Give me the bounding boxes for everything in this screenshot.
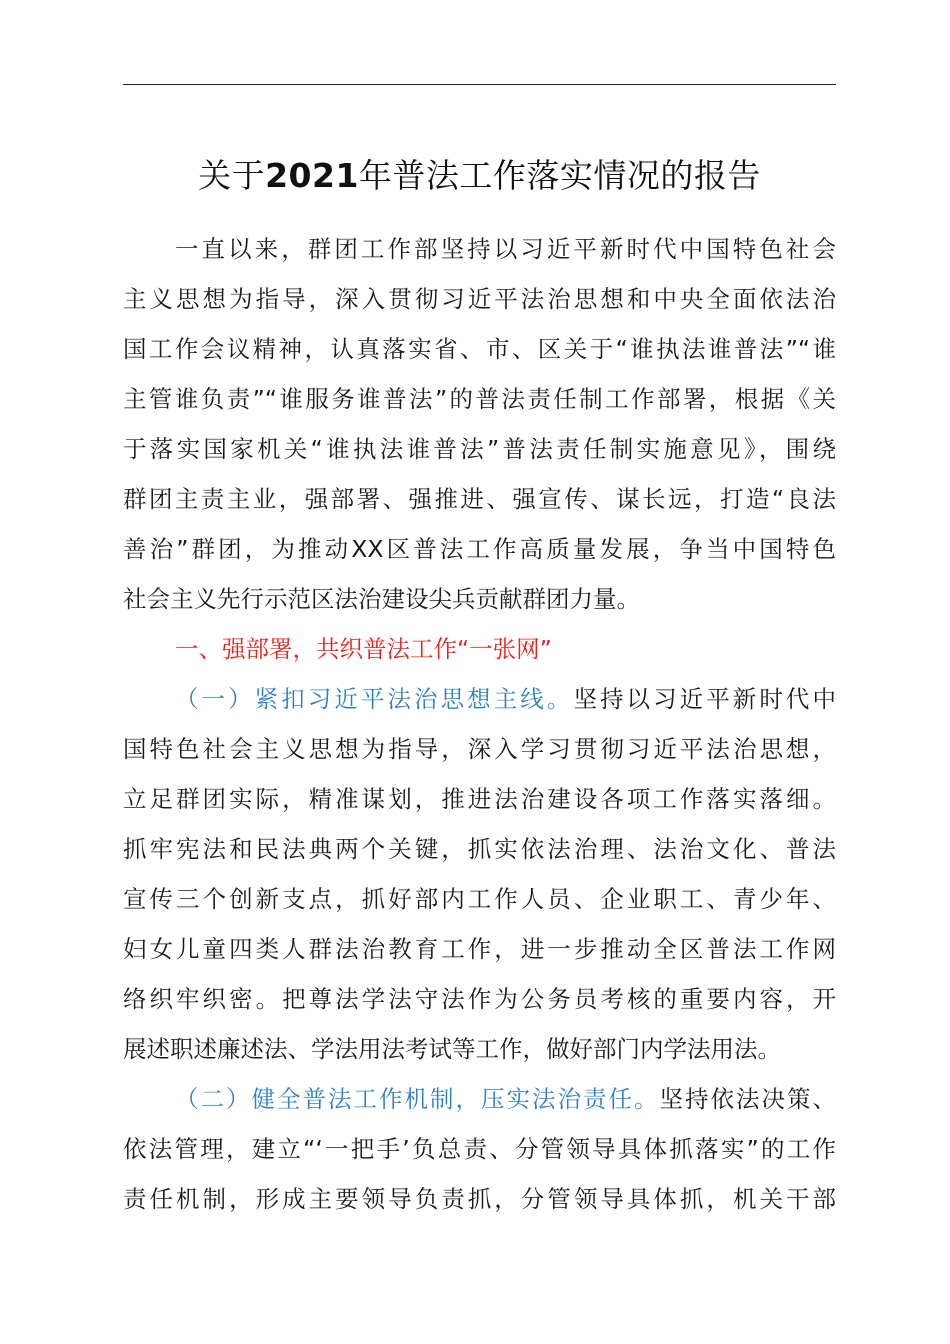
intro-line: 社会主义先行示范区法治建设尖兵贡献群团力量。 <box>123 585 640 613</box>
subsection-heading: （一）紧扣习近平法治思想主线。 <box>175 685 574 713</box>
subsection-heading: （二）健全普法工作机制，压实法治责任。 <box>175 1085 660 1113</box>
intro-line: 主义思想为指导，深入贯彻习近平法治思想和中央全面依法治 <box>123 285 836 313</box>
subsection-text: 坚持以习近平新时代中 <box>573 685 836 713</box>
subsection-line: 展述职述廉述法、学法用法考试等工作，做好部门内学法用法。 <box>123 1035 781 1063</box>
subsection-2-paragraph <box>123 1074 836 1224</box>
subsection-line: 依法管理，建立“‘一把手’负总责、分管领导具体抓落实”的工作 <box>123 1135 836 1163</box>
subsection-text: 坚持依法决策、 <box>659 1085 836 1113</box>
intro-line: 主管谁负责”“谁服务谁普法”的普法责任制工作部署，根据《关 <box>123 385 836 413</box>
subsection-line: 宣传三个创新支点，抓好部内工作人员、企业职工、青少年、 <box>123 885 836 913</box>
title-prefix: 关于 <box>198 156 266 195</box>
intro-line: 群团主责主业，强部署、强推进、强宣传、谋长远，打造“良法 <box>123 485 836 513</box>
subsection-first-line <box>123 1074 836 1124</box>
document-title <box>123 146 836 206</box>
intro-paragraph <box>123 224 836 624</box>
intro-line: 善治”群团，为推动XX区普法工作高质量发展，争当中国特色 <box>123 535 836 563</box>
subsection-line: 立足群团实际，精准谋划，推进法治建设各项工作落实落细。 <box>123 785 836 813</box>
title-year: 2021 <box>265 156 359 195</box>
section-heading: 一、强部署，共织普法工作“一张网” <box>175 635 552 663</box>
subsection-first-line <box>123 674 836 724</box>
subsection-line: 国特色社会主义思想为指导，深入学习贯彻习近平法治思想， <box>123 735 836 763</box>
header-rule <box>123 84 836 85</box>
intro-line: 一直以来，群团工作部坚持以习近平新时代中国特色社会 <box>175 235 836 263</box>
intro-line: 于落实国家机关“谁执法谁普法”普法责任制实施意见》，围绕 <box>123 435 836 463</box>
title-suffix: 年普法工作落实情况的报告 <box>358 156 761 195</box>
document-body <box>123 224 836 1224</box>
subsection-line: 责任机制，形成主要领导负责抓，分管领导具体抓，机关干部 <box>123 1185 836 1213</box>
subsection-line: 抓牢宪法和民法典两个关键，抓实依法治理、法治文化、普法 <box>123 835 836 863</box>
subsection-line: 络织牢织密。把尊法学法守法作为公务员考核的重要内容，开 <box>123 985 836 1013</box>
subsection-line: 妇女儿童四类人群法治教育工作，进一步推动全区普法工作网 <box>123 935 836 963</box>
intro-line: 国工作会议精神，认真落实省、市、区关于“谁执法谁普法”“谁 <box>123 335 836 363</box>
subsection-1-paragraph <box>123 674 836 1074</box>
